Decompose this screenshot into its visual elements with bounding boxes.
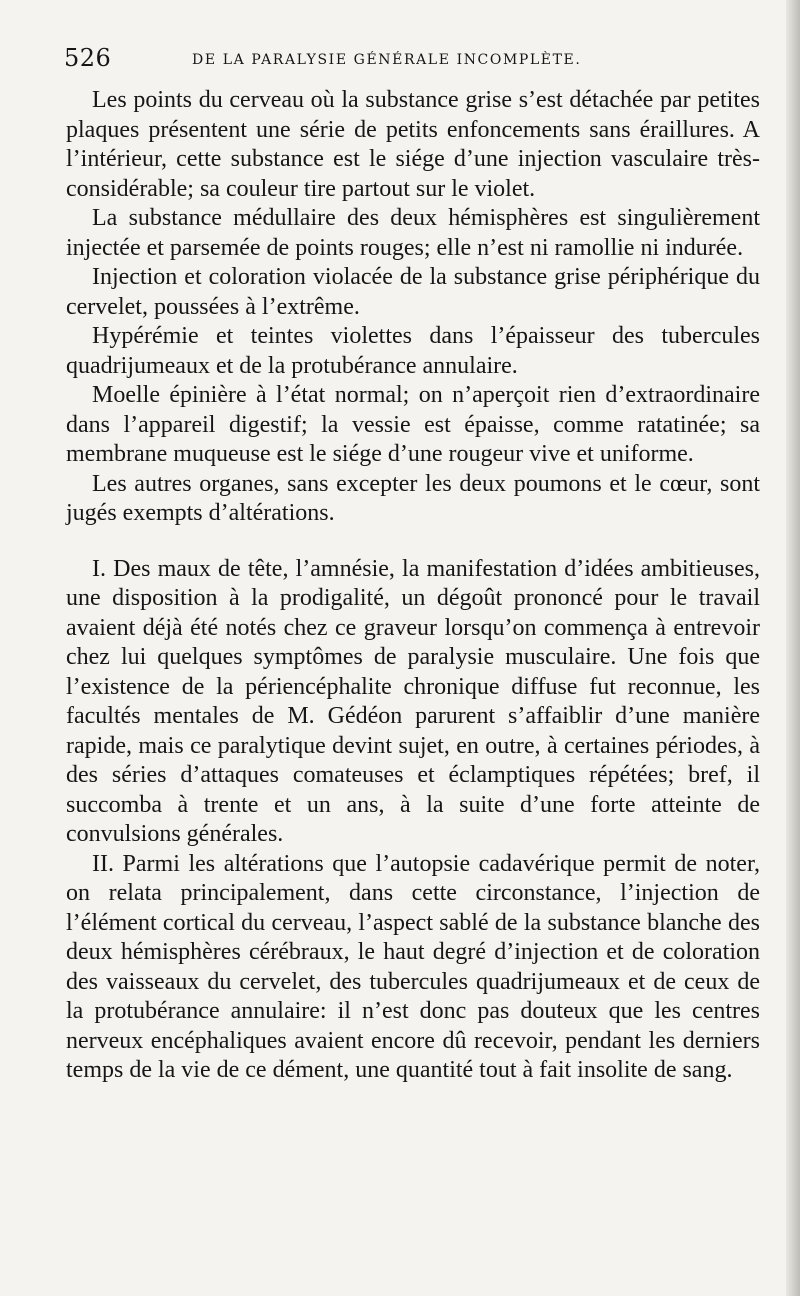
page-header [64,44,752,78]
paragraph: Les autres organes, sans excepter les deux poumons et le cœur, sont jugés exempts d’altérations. [66,470,760,526]
paragraph: Injection et coloration violacée de la substance grise périphérique du cervelet, poussées à l’extrême. [66,264,760,320]
paragraph: Moelle épinière à l’état normal; on n’aperçoit rien d’extraordinaire dans l’appareil digestif; la vessie est épaisse, comme ratatinée; sa membrane muqueuse est le siége d’une rougeur vive et uniforme. [66,382,760,467]
paragraph: Les points du cerveau où la substance grise s’est détachée par petites plaques présentent une série de petits enfoncements sans éraillures. A l’intérieur, cette substance est le siége d’une injection vasculaire très-considérable; sa couleur tire partout sur le violet. [66,87,760,202]
page-number: 526 [64,44,112,72]
page-spine-shadow [786,0,800,1296]
paragraph: Hypérémie et teintes violettes dans l’épaisseur des tubercules quadrijumeaux et de la protubérance annulaire. [66,323,760,379]
paragraph: La substance médullaire des deux hémisphères est singulièrement injectée et parsemée de points rouges; elle n’est ni ramollie ni indurée. [66,205,760,261]
body-text [66,86,760,1086]
running-title: DE LA PARALYSIE GÉNÉRALE INCOMPLÈTE. [192,52,582,68]
numbered-note: I. Des maux de tête, l’amnésie, la manifestation d’idées ambitieuses, une disposition à la prodigalité, un dégoût prononcé pour le travail avaient déjà été notés chez ce graveur lorsqu’on commença à entrevoir chez lui quelques symptômes de paralysie musculaire. Une fois que l’existence de la périencéphalite chronique diffuse fut reconnue, les facultés mentales de M. Gédéon parurent s’affaiblir d’une manière rapide, mais ce paralytique devint sujet, en outre, à certaines périodes, à des séries d’attaques comateuses et éclamptiques répétées; bref, il succomba à trente et un ans, à la suite d’une forte atteinte de convulsions générales. [66,555,760,847]
numbered-note: II. Parmi les altérations que l’autopsie cadavérique permit de noter, on relata principalement, dans cette circonstance, l’injection de l’élément cortical du cerveau, l’aspect sablé de la substance blanche des deux hémisphères cérébraux, le haut degré d’injection et de coloration des vaisseaux du cervelet, des tubercules quadrijumeaux et de ceux de la protubérance annulaire: il n’est donc pas douteux que les centres nerveux encéphaliques avaient encore dû recevoir, pendant les derniers temps de la vie de ce dément, une quantité tout à fait insolite de sang. [66,850,760,1083]
